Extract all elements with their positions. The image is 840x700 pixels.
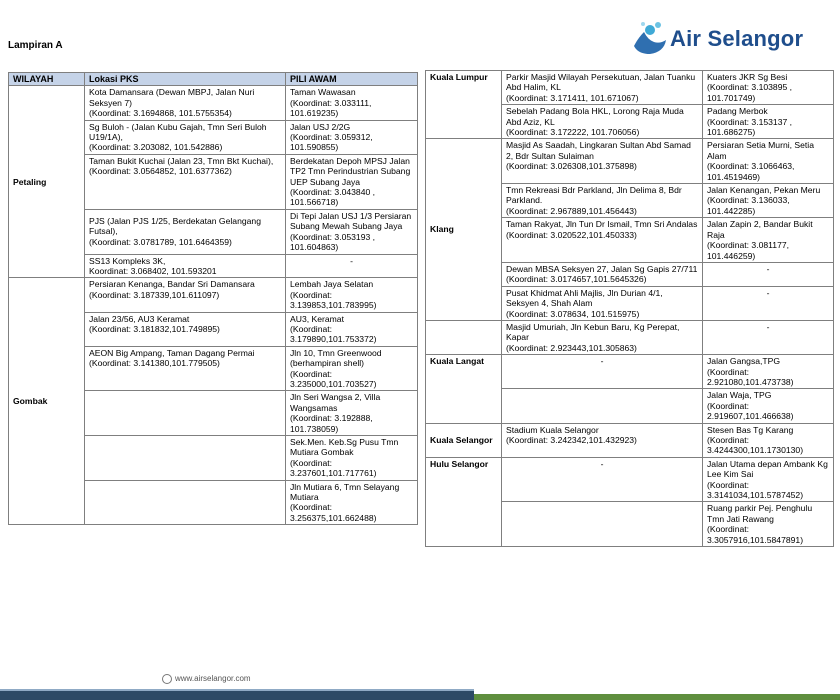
lokasi-cell xyxy=(502,502,703,547)
lokasi-cell: Dewan MBSA Seksyen 27, Jalan Sg Gapis 27/711 (Koordinat: 3.0174657,101.5645326) xyxy=(502,262,703,286)
lokasi-cell: Parkir Masjid Wilayah Persekutuan, Jalan Tuanku Abd Halim, KL (Koordinat: 3.171411, 101.671067) xyxy=(502,71,703,105)
pks-table-left xyxy=(8,72,418,525)
table-row xyxy=(9,278,418,312)
pili-cell: Taman Wawasan (Koordinat: 3.033111, 101.619235) xyxy=(286,86,418,120)
lokasi-cell: Persiaran Kenanga, Bandar Sri Damansara (Koordinat: 3.187339,101.611097) xyxy=(85,278,286,312)
footer xyxy=(162,674,251,684)
pili-cell: Jln Seri Wangsa 2, Villa Wangsamas (Koordinat: 3.192888, 101.738059) xyxy=(286,391,418,436)
pili-cell: Stesen Bas Tg Karang (Koordinat: 3.4244300,101.1730130) xyxy=(703,423,834,457)
pili-cell: Berdekatan Depoh MPSJ Jalan TP2 Tmn Perindustrian Subang UEP Subang Jaya (Koordinat: 3.043840 , 101.566718) xyxy=(286,154,418,209)
region-cell: Kuala Selangor xyxy=(426,423,502,457)
water-drop-icon xyxy=(630,18,670,58)
footer-bar-blue xyxy=(0,691,474,700)
pili-cell: - xyxy=(286,254,418,278)
pili-cell: Padang Merbok (Koordinat: 3.153137 , 101.686275) xyxy=(703,105,834,139)
pili-cell: Jln 10, Tmn Greenwood (berhampiran shell) (Koordinat: 3.235000,101.703527) xyxy=(286,346,418,391)
page-title: Lampiran A xyxy=(8,40,63,51)
pili-cell: Persiaran Setia Murni, Setia Alam (Koordinat: 3.1066463, 101.4519469) xyxy=(703,139,834,184)
lokasi-cell xyxy=(85,391,286,436)
region-cell: Kuala Lumpur xyxy=(426,71,502,139)
table-row xyxy=(426,71,834,105)
pili-cell: Kuaters JKR Sg Besi (Koordinat: 3.103895 , 101.701749) xyxy=(703,71,834,105)
pili-cell: Sek.Men. Keb.Sg Pusu Tmn Mutiara Gombak (Koordinat: 3.237601,101.717761) xyxy=(286,436,418,481)
table-row xyxy=(426,355,834,389)
table-row xyxy=(9,86,418,120)
pili-cell: Ruang parkir Pej. Penghulu Tmn Jati Rawang (Koordinat: 3.3057916,101.5847891) xyxy=(703,502,834,547)
region-cell xyxy=(426,320,502,354)
lokasi-cell: Taman Rakyat, Jln Tun Dr Ismail, Tmn Sri Andalas (Koordinat: 3.020522,101.450333) xyxy=(502,218,703,263)
pili-cell: Jalan USJ 2/2G (Koordinat: 3.059312, 101.590855) xyxy=(286,120,418,154)
pili-cell: Lembah Jaya Selatan (Koordinat: 3.139853,101.783995) xyxy=(286,278,418,312)
globe-icon xyxy=(162,674,172,684)
lokasi-cell: - xyxy=(502,457,703,502)
header-wilayah: WILAYAH xyxy=(9,73,85,86)
pks-table-right xyxy=(425,70,834,547)
lokasi-cell: Stadium Kuala Selangor (Koordinat: 3.242342,101.432923) xyxy=(502,423,703,457)
table-row xyxy=(426,320,834,354)
region-cell: Hulu Selangor xyxy=(426,457,502,546)
header-lokasi: Lokasi PKS xyxy=(85,73,286,86)
table-row xyxy=(426,423,834,457)
lokasi-cell xyxy=(502,389,703,423)
pili-cell: Jln Mutiara 6, Tmn Selayang Mutiara (Koordinat: 3.256375,101.662488) xyxy=(286,480,418,525)
lokasi-cell: SS13 Kompleks 3K, Koordinat: 3.068402, 101.593201 xyxy=(85,254,286,278)
region-cell: Petaling xyxy=(9,86,85,278)
footer-url[interactable]: www.airselangor.com xyxy=(175,674,251,684)
pili-cell: - xyxy=(703,262,834,286)
table-header-row xyxy=(9,73,418,86)
lokasi-cell xyxy=(85,480,286,525)
pili-cell: Di Tepi Jalan USJ 1/3 Persiaran Subang Mewah Subang Jaya (Koordinat: 3.053193 , 101.604863) xyxy=(286,209,418,254)
lokasi-cell: Sg Buloh - (Jalan Kubu Gajah, Tmn Seri Buloh U19/1A), (Koordinat: 3.203082, 101.542886) xyxy=(85,120,286,154)
lokasi-cell: Kota Damansara (Dewan MBPJ, Jalan Nuri Seksyen 7) (Koordinat: 3.1694868, 101.5755354) xyxy=(85,86,286,120)
lokasi-cell: Pusat Khidmat Ahli Majlis, Jln Durian 4/1, Seksyen 4, Shah Alam (Koordinat: 3.078634, 101.515975) xyxy=(502,286,703,320)
pili-cell: AU3, Keramat (Koordinat: 3.179890,101.753372) xyxy=(286,312,418,346)
lokasi-cell xyxy=(85,436,286,481)
lokasi-cell: Masjid Umuriah, Jln Kebun Baru, Kg Perepat, Kapar (Koordinat: 2.923443,101.305863) xyxy=(502,320,703,354)
pili-cell: Jalan Gangsa,TPG (Koordinat: 2.921080,101.473738) xyxy=(703,355,834,389)
region-cell: Kuala Langat xyxy=(426,355,502,423)
region-cell: Gombak xyxy=(9,278,85,525)
lokasi-cell: - xyxy=(502,355,703,389)
lokasi-cell: PJS (Jalan PJS 1/25, Berdekatan Gelangang Futsal), (Koordinat: 3.0781789, 101.6464359) xyxy=(85,209,286,254)
pili-cell: - xyxy=(703,286,834,320)
pili-cell: Jalan Zapin 2, Bandar Bukit Raja (Koordinat: 3.081177, 101.446259) xyxy=(703,218,834,263)
footer-bar-green xyxy=(474,694,840,700)
lokasi-cell: Taman Bukit Kuchai (Jalan 23, Tmn Bkt Kuchai), (Koordinat: 3.0564852, 101.6377362) xyxy=(85,154,286,209)
pili-cell: - xyxy=(703,320,834,354)
lokasi-cell: Sebelah Padang Bola HKL, Lorong Raja Muda Abd Aziz, KL (Koordinat: 3.172222, 101.706056) xyxy=(502,105,703,139)
table-row xyxy=(426,139,834,184)
lokasi-cell: Masjid As Saadah, Lingkaran Sultan Abd Samad 2, Bdr Sultan Sulaiman (Koordinat: 3.026308,101.375898) xyxy=(502,139,703,184)
air-selangor-logo xyxy=(630,18,810,58)
pili-cell: Jalan Kenangan, Pekan Meru (Koordinat: 3.136033, 101.442285) xyxy=(703,184,834,218)
lokasi-cell: Tmn Rekreasi Bdr Parkland, Jln Delima 8, Bdr Parkland. (Koordinat: 2.967889,101.456443) xyxy=(502,184,703,218)
table-row xyxy=(426,457,834,502)
pili-cell: Jalan Waja, TPG (Koordinat: 2.919607,101.466638) xyxy=(703,389,834,423)
brand-name: Air Selangor xyxy=(670,26,804,51)
pili-cell: Jalan Utama depan Ambank Kg Lee Kim Sai (Koordinat: 3.3141034,101.5787452) xyxy=(703,457,834,502)
lokasi-cell: AEON Big Ampang, Taman Dagang Permai (Koordinat: 3.141380,101.779505) xyxy=(85,346,286,391)
region-cell: Klang xyxy=(426,139,502,321)
lokasi-cell: Jalan 23/56, AU3 Keramat (Koordinat: 3.181832,101.749895) xyxy=(85,312,286,346)
header-pili: PILI AWAM xyxy=(286,73,418,86)
